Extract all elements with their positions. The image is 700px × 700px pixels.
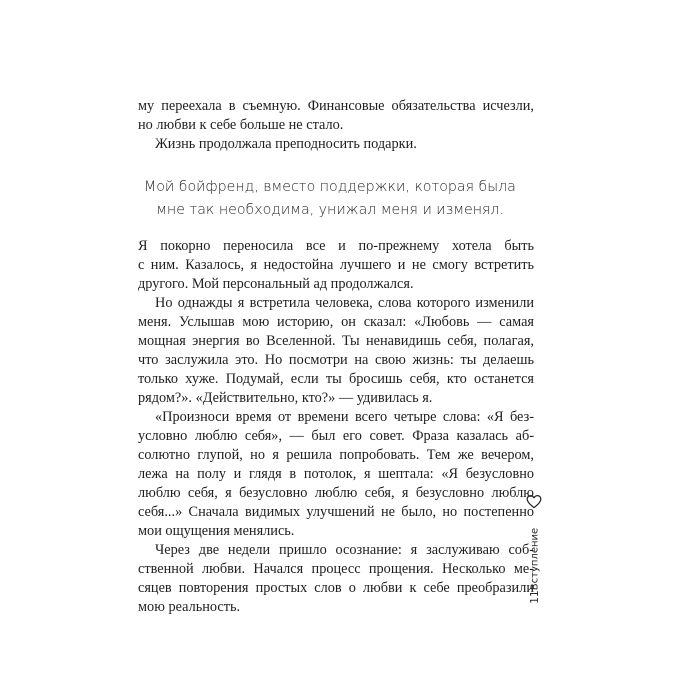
section-label-text: Вступление xyxy=(529,527,541,591)
text-line: рядом?». «Действительно, кто?» — удивилась я. xyxy=(138,390,433,406)
text-line: условно люблю себя», — был его совет. Фраза казалась аб- xyxy=(138,428,534,444)
text-line: сяцев повторения простых слов о любви к себе преобразили xyxy=(138,580,534,596)
heart-icon xyxy=(526,494,542,509)
page-number-text: 11 xyxy=(529,590,541,604)
text-line: мои ощущения менялись. xyxy=(138,523,295,539)
text-line: Я покорно переносила все и по-прежнему хотела быть xyxy=(138,238,534,254)
main-paragraphs xyxy=(138,237,534,617)
text-line: Жизнь продолжала преподносить подарки. xyxy=(155,136,417,152)
intro-paragraphs xyxy=(138,97,534,154)
pull-quote xyxy=(144,176,516,222)
text-line: себя...» Сначала видимых улучшений не было, но постепенно xyxy=(138,504,534,520)
text-line: что заслужила это. Но посмотри на свою жизнь: ты делаешь xyxy=(138,352,534,368)
text-line: ственной любви. Начался процесс прощения. Несколько ме- xyxy=(138,561,534,577)
text-line: лежа на полу и глядя в потолок, я шептала: «Я безусловно xyxy=(138,466,534,482)
text-line: Но однажды я встретила человека, слова которого изменили xyxy=(155,295,534,311)
text-line: меня. Услышав мою историю, он сказал: «Любовь — самая xyxy=(138,314,534,330)
text-line: только хуже. Подумай, если ты бросишь себя, кто останется xyxy=(138,371,534,387)
text-line: му переехала в съемную. Финансовые обязательства исчезли, xyxy=(138,98,534,114)
pull-quote-line: мне так необходима, унижал меня и изменял. xyxy=(156,202,504,218)
text-line: но любви к себе больше не стало. xyxy=(138,117,344,133)
text-line: Через две недели пришло осознание: я заслуживаю соб- xyxy=(155,542,534,558)
text-line: мою реальность. xyxy=(138,599,241,615)
text-line: с ним. Казалось, я недостойна лучшего и не смогу встретить xyxy=(138,257,534,273)
text-line: солютно глупой, но я решила попробовать. Тем же вечером, xyxy=(138,447,534,463)
text-line: мощная энергия во Вселенной. Ты ненавидишь себя, полагая, xyxy=(138,333,534,349)
page-number xyxy=(528,589,542,605)
text-line: люблю себя, я безусловно люблю себя, я безусловно люблю xyxy=(138,485,534,501)
text-line: другого. Мой персональный ад продолжался. xyxy=(138,276,414,292)
section-label xyxy=(528,525,542,593)
pull-quote-line: Мой бойфренд, вместо поддержки, которая была xyxy=(144,179,516,195)
text-line: «Произноси время от времени всего четыре слова: «Я без- xyxy=(155,409,534,425)
